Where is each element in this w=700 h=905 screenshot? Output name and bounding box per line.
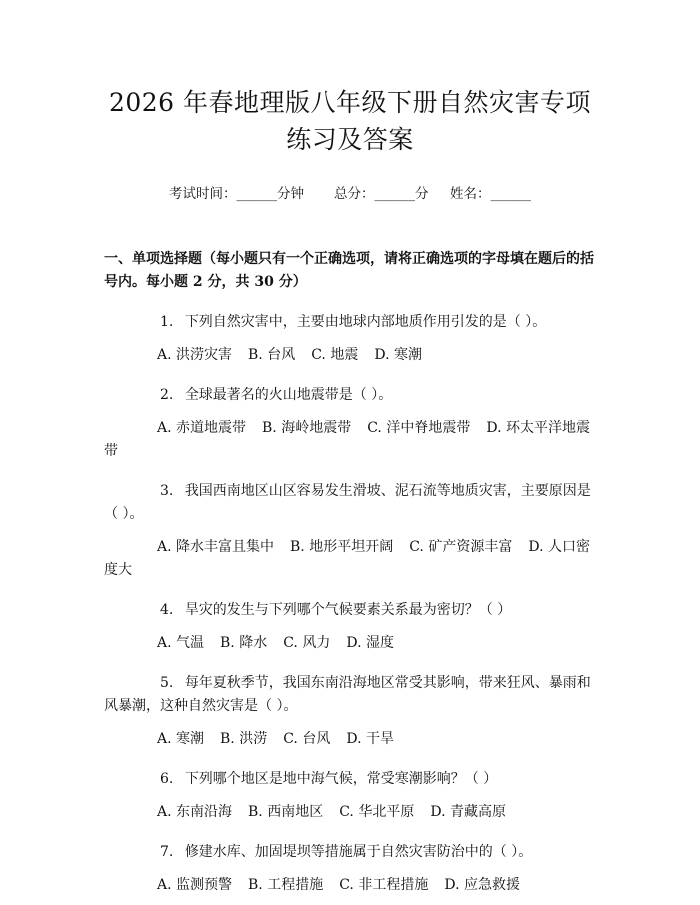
option-c[interactable]: C. 非工程措施 [339, 877, 429, 893]
question-text: 修建水库、加固堤坝等措施属于自然灾害防治中的（ ）。 [184, 844, 533, 860]
time-label: 考试时间： [168, 186, 237, 202]
options-1 [104, 344, 596, 367]
question-7 [104, 841, 596, 864]
options-5 [104, 728, 596, 751]
option-d[interactable]: D. 人口密度大 [104, 539, 590, 578]
option-b[interactable]: B. 工程措施 [248, 877, 324, 893]
question-6 [104, 768, 596, 791]
question-3 [104, 480, 596, 526]
question-1 [104, 311, 596, 334]
question-text: 每年夏秋季节，我国东南沿海地区常受其影响，带来狂风、暴雨和风暴潮，这种自然灾害是（ ）。 [104, 675, 591, 714]
score-label: 总分： [334, 186, 375, 202]
option-a[interactable]: A. 降水丰富且集中 [157, 539, 275, 555]
question-number: 3. [160, 483, 174, 499]
question-number: 5. [160, 675, 174, 691]
option-c[interactable]: C. 矿产资源丰富 [409, 539, 513, 555]
name-blank: ______ [490, 186, 531, 202]
option-c[interactable]: C. 地震 [311, 347, 359, 363]
option-c[interactable]: C. 洋中脊地震带 [367, 420, 471, 436]
question-text: 旱灾的发生与下列哪个气候要素关系最为密切？（ ） [184, 602, 512, 618]
option-d[interactable]: D. 青藏高原 [430, 804, 506, 820]
option-d[interactable]: D. 寒潮 [374, 347, 422, 363]
name-label: 姓名： [450, 186, 491, 202]
question-text: 下列自然灾害中，主要由地球内部地质作用引发的是（ ）。 [184, 314, 547, 330]
option-c[interactable]: C. 风力 [283, 635, 331, 651]
options-7 [104, 874, 596, 897]
option-d[interactable]: D. 应急救援 [444, 877, 520, 893]
question-2 [104, 384, 596, 407]
score-blank: ______ [374, 186, 416, 202]
question-number: 4. [160, 602, 174, 618]
option-d[interactable]: D. 干旱 [346, 731, 394, 747]
option-b[interactable]: B. 地形平坦开阔 [290, 539, 394, 555]
options-6 [104, 801, 596, 824]
time-blank: ______ [236, 186, 277, 202]
option-a[interactable]: A. 气温 [157, 635, 205, 651]
options-2 [104, 417, 596, 463]
option-a[interactable]: A. 东南沿海 [157, 804, 233, 820]
option-b[interactable]: B. 台风 [248, 347, 296, 363]
question-number: 7. [160, 844, 174, 860]
option-d[interactable]: D. 环太平洋地震带 [104, 420, 590, 459]
time-unit: 分钟 [276, 186, 304, 202]
score-unit: 分 [415, 186, 429, 202]
exam-meta [104, 184, 596, 204]
question-number: 6. [160, 771, 174, 787]
section-heading: 一、单项选择题（每小题只有一个正确选项，请将正确选项的字母填在题后的括号内。每小题 2 分，共 30 分） [104, 251, 594, 290]
question-text: 全球最著名的火山地震带是（ ）。 [184, 387, 393, 403]
option-d[interactable]: D. 湿度 [346, 635, 394, 651]
option-c[interactable]: C. 台风 [283, 731, 331, 747]
option-b[interactable]: B. 降水 [220, 635, 268, 651]
option-a[interactable]: A. 洪涝灾害 [157, 347, 233, 363]
question-5 [104, 672, 596, 718]
question-number: 1. [160, 314, 174, 330]
options-4 [104, 632, 596, 655]
option-b[interactable]: B. 洪涝 [220, 731, 268, 747]
question-list [104, 311, 596, 897]
question-4 [104, 599, 596, 622]
option-c[interactable]: C. 华北平原 [339, 804, 415, 820]
options-3 [104, 536, 596, 582]
page-title: 2026 年春地理版八年级下册自然灾害专项练习及答案 [108, 88, 592, 154]
option-a[interactable]: A. 赤道地震带 [157, 420, 247, 436]
option-a[interactable]: A. 监测预警 [157, 877, 233, 893]
option-b[interactable]: B. 海岭地震带 [262, 420, 352, 436]
question-text: 我国西南地区山区容易发生滑坡、泥石流等地质灾害，主要原因是（ ）。 [104, 483, 591, 522]
question-number: 2. [160, 387, 174, 403]
option-b[interactable]: B. 西南地区 [248, 804, 324, 820]
option-a[interactable]: A. 寒潮 [157, 731, 205, 747]
question-text: 下列哪个地区是地中海气候，常受寒潮影响？（ ） [184, 771, 498, 787]
